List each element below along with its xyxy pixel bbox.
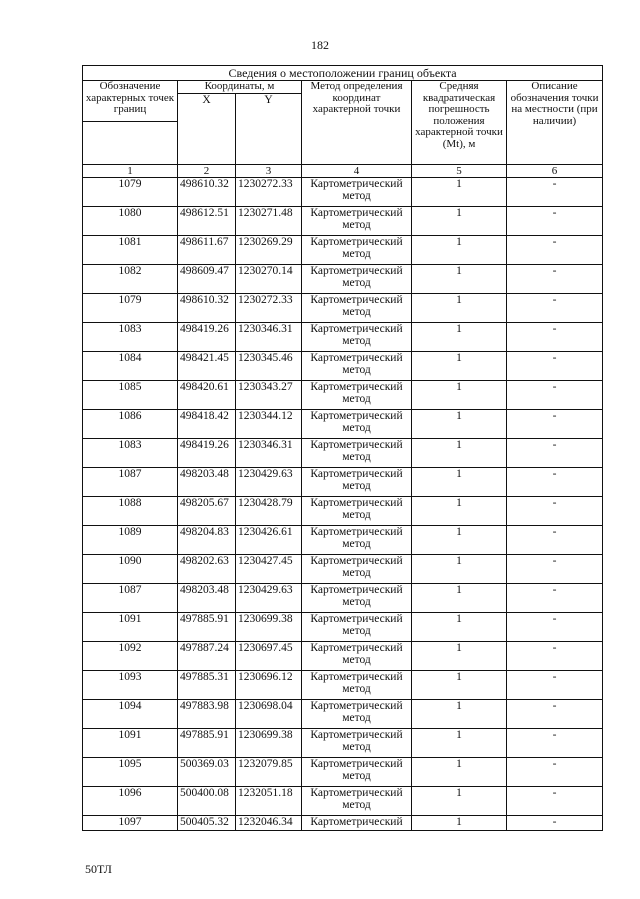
x-coordinate: 498203.48 <box>178 583 236 612</box>
description-cell: - <box>507 293 603 322</box>
error-cell: 1 <box>412 612 507 641</box>
point-number: 1089 <box>83 525 178 554</box>
point-number: 1093 <box>83 670 178 699</box>
y-coordinate: 1230698.04 <box>236 699 302 728</box>
method-cell: Картометрический метод <box>302 728 412 757</box>
error-cell: 1 <box>412 525 507 554</box>
x-coordinate: 498421.45 <box>178 351 236 380</box>
y-coordinate: 1230699.38 <box>236 728 302 757</box>
x-coordinate: 498205.67 <box>178 496 236 525</box>
point-number: 1090 <box>83 554 178 583</box>
x-coordinate: 500369.03 <box>178 757 236 786</box>
x-coordinate: 498610.32 <box>178 293 236 322</box>
method-cell: Картометрический метод <box>302 351 412 380</box>
y-coordinate: 1230429.63 <box>236 583 302 612</box>
description-cell: - <box>507 786 603 815</box>
page-number: 182 <box>311 38 329 52</box>
y-coordinate: 1230346.31 <box>236 438 302 467</box>
table-row <box>83 496 603 525</box>
header-point-spacer <box>83 121 178 164</box>
point-number: 1087 <box>83 583 178 612</box>
header-coordinates: Координаты, м <box>178 81 302 94</box>
error-cell: 1 <box>412 380 507 409</box>
y-coordinate: 1230428.79 <box>236 496 302 525</box>
table-row <box>83 177 603 206</box>
description-cell: - <box>507 583 603 612</box>
y-coordinate: 1230429.63 <box>236 467 302 496</box>
method-cell: Картометрический метод <box>302 264 412 293</box>
point-number: 1082 <box>83 264 178 293</box>
description-cell: - <box>507 467 603 496</box>
table-row <box>83 525 603 554</box>
point-number: 1079 <box>83 293 178 322</box>
method-cell: Картометрический метод <box>302 438 412 467</box>
y-coordinate: 1230427.45 <box>236 554 302 583</box>
description-cell: - <box>507 235 603 264</box>
method-cell: Картометрический метод <box>302 293 412 322</box>
method-cell: Картометрический метод <box>302 409 412 438</box>
description-cell: - <box>507 264 603 293</box>
description-cell: - <box>507 554 603 583</box>
error-cell: 1 <box>412 641 507 670</box>
method-cell: Картометрический метод <box>302 177 412 206</box>
method-cell: Картометрический метод <box>302 554 412 583</box>
x-coordinate: 497885.91 <box>178 612 236 641</box>
error-cell: 1 <box>412 206 507 235</box>
x-coordinate: 498420.61 <box>178 380 236 409</box>
boundary-coordinates-table <box>82 65 603 831</box>
error-cell: 1 <box>412 699 507 728</box>
point-number: 1080 <box>83 206 178 235</box>
table-row <box>83 235 603 264</box>
y-coordinate: 1230269.29 <box>236 235 302 264</box>
table-row <box>83 438 603 467</box>
method-cell: Картометрический метод <box>302 322 412 351</box>
column-number: 4 <box>302 164 412 177</box>
point-number: 1097 <box>83 815 178 830</box>
point-number: 1085 <box>83 380 178 409</box>
description-cell: - <box>507 206 603 235</box>
description-cell: - <box>507 496 603 525</box>
description-cell: - <box>507 757 603 786</box>
table-row <box>83 206 603 235</box>
table-row <box>83 757 603 786</box>
header-point: Обозначение характерных точек границ <box>83 81 178 122</box>
description-cell: - <box>507 177 603 206</box>
description-cell: - <box>507 612 603 641</box>
method-cell: Картометрический <box>302 815 412 830</box>
table-row <box>83 351 603 380</box>
column-number: 2 <box>178 164 236 177</box>
x-coordinate: 498202.63 <box>178 554 236 583</box>
table-row <box>83 380 603 409</box>
table-row <box>83 612 603 641</box>
header-method: Метод определения координат характерной точки <box>302 81 412 165</box>
point-number: 1086 <box>83 409 178 438</box>
error-cell: 1 <box>412 177 507 206</box>
description-cell: - <box>507 525 603 554</box>
error-cell: 1 <box>412 467 507 496</box>
footer-code: 50ТЛ <box>85 862 112 876</box>
table-row <box>83 293 603 322</box>
x-coordinate: 498612.51 <box>178 206 236 235</box>
y-coordinate: 1230344.12 <box>236 409 302 438</box>
point-number: 1079 <box>83 177 178 206</box>
error-cell: 1 <box>412 235 507 264</box>
y-coordinate: 1230270.14 <box>236 264 302 293</box>
y-coordinate: 1230272.33 <box>236 293 302 322</box>
y-coordinate: 1230696.12 <box>236 670 302 699</box>
error-cell: 1 <box>412 264 507 293</box>
x-coordinate: 498611.67 <box>178 235 236 264</box>
method-cell: Картометрический метод <box>302 583 412 612</box>
y-coordinate: 1230697.45 <box>236 641 302 670</box>
y-coordinate: 1232046.34 <box>236 815 302 830</box>
point-number: 1083 <box>83 322 178 351</box>
y-coordinate: 1232051.18 <box>236 786 302 815</box>
method-cell: Картометрический метод <box>302 612 412 641</box>
method-cell: Картометрический метод <box>302 235 412 264</box>
table-row <box>83 264 603 293</box>
description-cell: - <box>507 641 603 670</box>
x-coordinate: 498419.26 <box>178 438 236 467</box>
description-cell: - <box>507 699 603 728</box>
column-number: 5 <box>412 164 507 177</box>
error-cell: 1 <box>412 670 507 699</box>
point-number: 1084 <box>83 351 178 380</box>
table-row <box>83 467 603 496</box>
y-coordinate: 1230271.48 <box>236 206 302 235</box>
x-coordinate: 497887.24 <box>178 641 236 670</box>
header-y: Y <box>236 93 302 164</box>
y-coordinate: 1230426.61 <box>236 525 302 554</box>
header-x: X <box>178 93 236 164</box>
x-coordinate: 498203.48 <box>178 467 236 496</box>
method-cell: Картометрический метод <box>302 670 412 699</box>
method-cell: Картометрический метод <box>302 380 412 409</box>
x-coordinate: 498204.83 <box>178 525 236 554</box>
error-cell: 1 <box>412 757 507 786</box>
method-cell: Картометрический метод <box>302 757 412 786</box>
description-cell: - <box>507 815 603 830</box>
method-cell: Картометрический метод <box>302 206 412 235</box>
x-coordinate: 497883.98 <box>178 699 236 728</box>
table-body <box>83 177 603 830</box>
column-number: 6 <box>507 164 603 177</box>
column-number: 1 <box>83 164 178 177</box>
x-coordinate: 498610.32 <box>178 177 236 206</box>
x-coordinate: 497885.31 <box>178 670 236 699</box>
x-coordinate: 500405.32 <box>178 815 236 830</box>
point-number: 1087 <box>83 467 178 496</box>
point-number: 1081 <box>83 235 178 264</box>
error-cell: 1 <box>412 409 507 438</box>
y-coordinate: 1230699.38 <box>236 612 302 641</box>
y-coordinate: 1230272.33 <box>236 177 302 206</box>
error-cell: 1 <box>412 728 507 757</box>
method-cell: Картометрический метод <box>302 699 412 728</box>
error-cell: 1 <box>412 322 507 351</box>
y-coordinate: 1230345.46 <box>236 351 302 380</box>
error-cell: 1 <box>412 554 507 583</box>
table-row <box>83 786 603 815</box>
error-cell: 1 <box>412 583 507 612</box>
description-cell: - <box>507 380 603 409</box>
point-number: 1096 <box>83 786 178 815</box>
table-row <box>83 583 603 612</box>
table-row <box>83 728 603 757</box>
x-coordinate: 498609.47 <box>178 264 236 293</box>
point-number: 1088 <box>83 496 178 525</box>
point-number: 1091 <box>83 612 178 641</box>
x-coordinate: 498419.26 <box>178 322 236 351</box>
table-row <box>83 322 603 351</box>
column-number: 3 <box>236 164 302 177</box>
x-coordinate: 498418.42 <box>178 409 236 438</box>
point-number: 1092 <box>83 641 178 670</box>
method-cell: Картометрический метод <box>302 641 412 670</box>
description-cell: - <box>507 409 603 438</box>
header-error: Средняя квадратическая погрешность положения характерной точки (Mt), м <box>412 81 507 165</box>
point-number: 1094 <box>83 699 178 728</box>
error-cell: 1 <box>412 351 507 380</box>
error-cell: 1 <box>412 496 507 525</box>
method-cell: Картометрический метод <box>302 525 412 554</box>
method-cell: Картометрический метод <box>302 467 412 496</box>
description-cell: - <box>507 728 603 757</box>
table-caption: Сведения о местоположении границ объекта <box>83 66 603 81</box>
table-row <box>83 554 603 583</box>
x-coordinate: 497885.91 <box>178 728 236 757</box>
table-row <box>83 641 603 670</box>
y-coordinate: 1230343.27 <box>236 380 302 409</box>
x-coordinate: 500400.08 <box>178 786 236 815</box>
table-row <box>83 670 603 699</box>
error-cell: 1 <box>412 786 507 815</box>
table-row <box>83 409 603 438</box>
description-cell: - <box>507 438 603 467</box>
error-cell: 1 <box>412 815 507 830</box>
description-cell: - <box>507 351 603 380</box>
y-coordinate: 1230346.31 <box>236 322 302 351</box>
table-row <box>83 815 603 830</box>
table-row <box>83 699 603 728</box>
y-coordinate: 1232079.85 <box>236 757 302 786</box>
error-cell: 1 <box>412 438 507 467</box>
point-number: 1095 <box>83 757 178 786</box>
header-description: Описание обозначения точки на местности (при наличии) <box>507 81 603 165</box>
method-cell: Картометрический метод <box>302 496 412 525</box>
point-number: 1091 <box>83 728 178 757</box>
description-cell: - <box>507 670 603 699</box>
method-cell: Картометрический метод <box>302 786 412 815</box>
description-cell: - <box>507 322 603 351</box>
error-cell: 1 <box>412 293 507 322</box>
point-number: 1083 <box>83 438 178 467</box>
